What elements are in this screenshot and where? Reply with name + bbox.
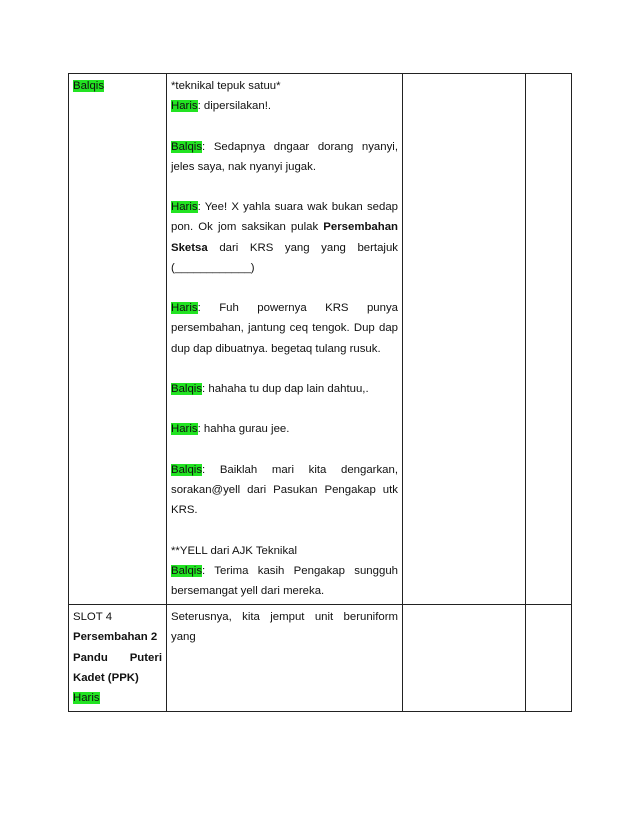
slot-cell: [69, 605, 167, 712]
dialogue-text: : Terima kasih Pengakap sungguh: [202, 564, 398, 577]
speaker-tag: Haris: [171, 100, 198, 113]
dialogue-text: : Yee! X yahla suara wak bukan sedap: [197, 201, 398, 214]
script-table: [68, 73, 572, 712]
speaker-tag: Haris: [171, 423, 198, 436]
table-row: [69, 605, 572, 712]
dialogue-text: dari KRS yang yang bertajuk: [207, 241, 398, 254]
speaker-tag: Haris: [171, 302, 198, 315]
dialogue-cell: [167, 74, 403, 605]
dialogue-text: KRS.: [171, 504, 198, 517]
dialogue-text: jeles saya, nak nyanyi jugak.: [171, 160, 316, 173]
dialogue-text: persembahan, jantung ceq tengok. Dup dap: [171, 322, 398, 335]
empty-cell: [403, 605, 526, 712]
bold-text: Persembahan: [323, 221, 398, 234]
blank-title: (____________): [171, 261, 255, 274]
speaker-tag: Haris: [171, 201, 198, 214]
speaker-tag: Balqis: [171, 382, 203, 395]
segment-title: Persembahan 2: [73, 631, 158, 644]
empty-cell: [526, 605, 572, 712]
dialogue-text: : Sedapnya dngaar dorang nyanyi,: [202, 140, 398, 153]
empty-cell: [403, 74, 526, 605]
speaker-tag: Balqis: [171, 564, 203, 577]
speaker-name: Haris: [73, 691, 100, 704]
slot-label: SLOT 4: [73, 611, 113, 624]
dialogue-text: : hahha gurau jee.: [197, 423, 290, 436]
dialogue-text: : hahaha tu dup dap lain dahtuu,.: [202, 382, 369, 395]
speaker-cell: [69, 74, 167, 605]
dialogue-text: : dipersilakan!.: [197, 100, 272, 113]
segment-title: Kadet (PPK): [73, 671, 139, 684]
dialogue-text: : Baiklah mari kita dengarkan,: [202, 463, 398, 476]
speaker-name: Balqis: [73, 80, 105, 92]
dialogue-text: sorakan@yell dari Pasukan Pengakap utk: [171, 483, 398, 496]
dialogue-text: Seterusnya, kita jemput unit beruniform: [171, 611, 398, 624]
stage-direction: **YELL dari AJK Teknikal: [171, 544, 298, 557]
dialogue-text: bersemangat yell dari mereka.: [171, 584, 325, 597]
dialogue-text: yang: [171, 631, 196, 644]
bold-text: Sketsa: [171, 241, 208, 254]
table-row: [69, 74, 572, 605]
dialogue-cell: [167, 605, 403, 712]
empty-cell: [526, 74, 572, 605]
stage-direction: *teknikal tepuk satuu*: [171, 80, 281, 92]
dialogue-text: dup dap dibuatnya. begetaq tulang rusuk.: [171, 342, 381, 355]
dialogue-text: : Fuh powernya KRS punya: [197, 302, 398, 315]
speaker-tag: Balqis: [171, 140, 203, 153]
segment-title: Pandu Puteri: [73, 651, 162, 664]
speaker-tag: Balqis: [171, 463, 203, 476]
dialogue-text: pon. Ok jom saksikan pulak: [171, 221, 324, 234]
